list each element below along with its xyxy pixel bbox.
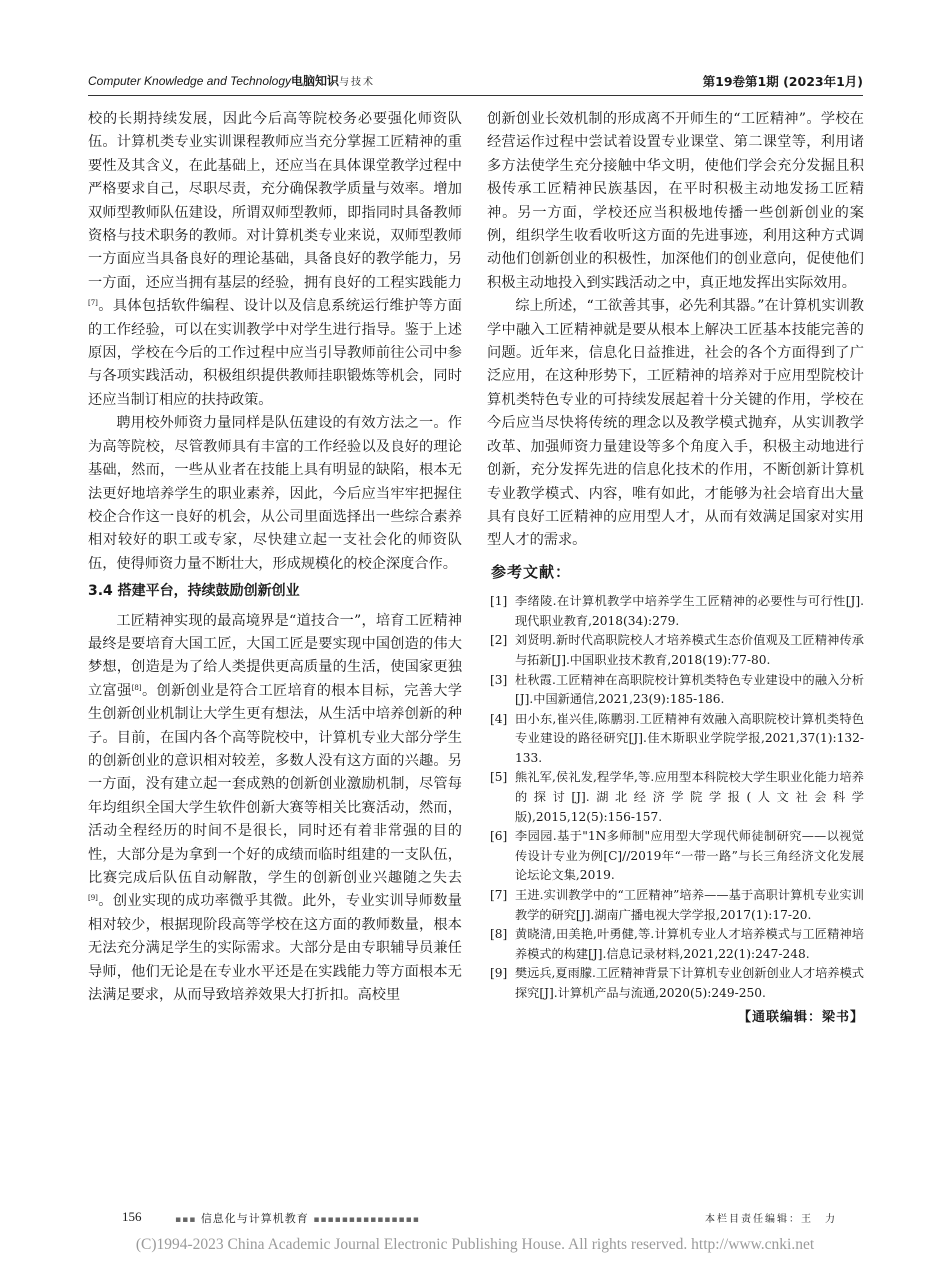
reference-text: 李绪陵.在计算机教学中培养学生工匠精神的必要性与可行性[J].现代职业教育,2018(34):279. — [515, 594, 864, 628]
reference-item — [487, 964, 864, 1003]
reference-item — [487, 925, 864, 964]
journal-title-cn: 电脑知识 — [291, 74, 340, 88]
header-divider — [88, 95, 863, 96]
right-paragraph-1: 创新创业长效机制的形成离不开师生的“工匠精神”。学校在经营运作过程中尝试着设置专业课堂、第二课堂等，利用诸多方法使学生充分接触中华文明，使他们学会充分发掘且积极传承工匠精神民族基因，在平时积极主动地发扬工匠精神。另一方面，学校还应当积极地传播一些创新创业的案例，组织学生收看收听这方面的先进事迹，利用这种方式调动他们创新创业的积极性，加深他们的创业意向，促使他们积极主动地投入到实践活动之中，真正地发挥出实际效用。 — [487, 111, 864, 291]
footer-dots-left: ▪▪▪ — [175, 1215, 197, 1225]
reference-item — [487, 671, 864, 710]
reference-item — [487, 592, 864, 631]
journal-title-small: 与技术 — [339, 77, 376, 88]
left-p1-text: 校的长期持续发展，因此今后高等院校务必要强化师资队伍。计算机类专业实训课程教师应当充分掌握工匠精神的重要性及其含义，在此基础上，还应当在具体课堂教学过程中严格要求自己，尽职尽责，充分确保教学质量与效率。增加双师型教师队伍建设，所谓双师型教师，即指同时具备教师资格与技术职务的教师。对计算机类专业来说，双师型教师一方面应当具备良好的理论基础，具备良好的教学能力，另一方面，还应当拥有基层的经验，拥有良好的工程实践能力 — [88, 111, 462, 291]
reference-text: 熊礼军,侯礼发,程学华,等.应用型本科院校大学生职业化能力培养的探讨[J].湖北经济学院学报(人文社会科学版),2015,12(5):156-157. — [515, 770, 864, 824]
left-p3-c: 。创业实现的成功率微乎其微。此外，专业实训导师数量相对较少，根据现阶段高等学校在这方面的教师数量，根本无法充分满足学生的实际需求。大部分是由专职辅导员兼任导师，他们无论是在专业水平还是在实践能力等方面根本无法满足要求，从而导致培养效果大打折扣。高校里 — [88, 893, 462, 1004]
reference-number: [6] — [490, 829, 508, 844]
citation-7: [7] — [88, 299, 98, 308]
journal-title-en: Computer Knowledge and Technology — [88, 74, 292, 88]
editor-note: 【通联编辑：梁书】 — [737, 1009, 864, 1025]
reference-number: [3] — [490, 672, 508, 687]
running-header — [88, 70, 863, 92]
reference-text: 李园园.基于"1N多师制"应用型大学现代师徒制研究——以视觉传设计专业为例[C]//2019年“一带一路”与长三角经济文化发展论坛论文集,2019. — [515, 829, 864, 883]
reference-number: [2] — [490, 633, 508, 648]
reference-item — [487, 827, 864, 886]
citation-8: [8] — [131, 683, 142, 692]
reference-number: [9] — [490, 966, 508, 981]
section-heading: 3.4 搭建平台，持续鼓励创新创业 — [88, 583, 300, 600]
reference-number: [4] — [490, 711, 508, 726]
left-paragraph-3 — [88, 610, 462, 1008]
right-column — [487, 108, 864, 1029]
left-p3-a: 工匠精神实现的最高境界是“道技合一”，培育工匠精神最终是要培育大国工匠，大国工匠是要实现中国创造的伟大梦想，创造是为了给人类提供更高质量的生活，使国家更独立富强 — [88, 612, 462, 699]
issue-info: 第19卷第1期 (2023年1月) — [702, 74, 863, 89]
column-editor: 本栏目责任编辑：王 力 — [705, 1214, 837, 1225]
reference-text: 王进.实训教学中的“工匠精神”培养——基于高职计算机专业实训教学的研究[J].湖南广播电视大学学报,2017(1):17-20. — [515, 888, 864, 922]
reference-item — [487, 631, 864, 670]
reference-item — [487, 710, 864, 769]
reference-text: 樊远兵,夏雨朦.工匠精神背景下计算机专业创新创业人才培养模式探究[J].计算机产品与流通,2020(5):249-250. — [515, 966, 864, 1000]
left-p1-rest: 。具体包括软件编程、设计以及信息系统运行维护等方面的工作经验，可以在实训教学中对学生进行指导。鉴于上述原因，学校在今后的工作过程中应当引导教师前往公司中参与各项实践活动，积极组织提供教师挂职锻炼等机会，同时还应当制订相应的扶持政策。 — [88, 298, 462, 408]
reference-text: 杜秋霞.工匠精神在高职院校计算机类特色专业建设中的融入分析[J].中国新通信,2021,23(9):185-186. — [515, 672, 864, 707]
reference-list — [487, 592, 864, 1003]
reference-item — [487, 768, 864, 827]
copyright-line: (C)1994-2023 China Academic Journal Electronic Publishing House. All rights reserved. http://www.cnki.net — [135, 1236, 815, 1253]
left-column — [88, 108, 462, 1007]
footer-journal-name: 信息化与计算机教育 — [200, 1212, 309, 1225]
reference-text: 刘贤明.新时代高职院校人才培养模式生态价值观及工匠精神传承与拓新[J].中国职业技术教育,2018(19):77-80. — [515, 633, 864, 667]
left-p3-b: 。创新创业是符合工匠培育的根本目标，完善大学生创新创业机制让大学生更有想法，从生活中培养创新的种子。目前，在国内各个高等院校中，计算机专业大部分学生的创新创业的意识相对较差，多数人没有这方面的兴趣。另一方面，没有建立起一套成熟的创新创业激励机制，尽管每年均组织全国大学生软件创新大赛等相关比赛活动，然而，活动全程经历的时间不是很长，同时还有着非常强的目的性，大部分是为拿到一个好的成绩而临时组建的一支队伍，比赛完成后队伍自动解散，学生的创新创业兴趣随之失去 — [88, 682, 462, 886]
reference-text: 田小东,崔兴佳,陈鹏羽.工匠精神有效融入高职院校计算机类特色专业建设的路径研究[J].佳木斯职业学院学报,2021,37(1):132-133. — [515, 711, 864, 765]
citation-9: [9] — [88, 894, 98, 903]
reference-number: [8] — [490, 927, 508, 942]
page-footer — [122, 1209, 863, 1229]
left-paragraph-1 — [88, 108, 462, 412]
page-number: 156 — [122, 1209, 142, 1224]
reference-number: [1] — [490, 594, 508, 609]
journal-title — [88, 72, 375, 89]
reference-text: 黄晓清,田美艳,叶勇健,等.计算机专业人才培养模式与工匠精神培养模式的构建[J].信息记录材料,2021,22(1):247-248. — [515, 927, 864, 961]
footer-dots-right: ▪▪▪▪▪▪▪▪▪▪▪▪▪▪▪ — [313, 1215, 420, 1225]
references-title: 参考文献： — [491, 562, 572, 581]
reference-number: [7] — [490, 888, 508, 903]
right-paragraph-2: 综上所述，“工欲善其事，必先利其器。”在计算机实训教学中融入工匠精神就是要从根本上解决工匠基本技能完善的问题。近年来，信息化日益推进，社会的各个方面得到了广泛应用，在这种形势下，工匠精神的培养对于应用型院校计算机类特色专业的可持续发展起着十分关键的作用，学校在今后应当尽快将传统的理念以及教学模式抛弃，从实训教学改革、加强师资力量建设等多个角度入手，积极主动地进行创新，充分发挥先进的信息化技术的作用，不断创新计算机专业教学模式、内容，唯有如此，才能够为社会培育出大量具有良好工匠精神的应用型人才，从而有效满足国家对实用型人才的需求。 — [487, 298, 864, 549]
reference-number: [5] — [490, 770, 508, 785]
reference-item — [487, 886, 864, 925]
footer-journal — [175, 1210, 420, 1226]
left-paragraph-2: 聘用校外师资力量同样是队伍建设的有效方法之一。作为高等院校，尽管教师具有丰富的工作经验以及良好的理论基础，然而，一些从业者在技能上具有明显的缺陷，根本无法更好地培养学生的职业素养，因此，今后应当牢牢把握住校企合作这一良好的机会，从公司里面选择出一些综合素养相对较好的职工或专家，尽快建立起一支社会化的师资队伍，使得师资力量不断壮大，形成规模化的校企深度合作。 — [88, 415, 462, 572]
